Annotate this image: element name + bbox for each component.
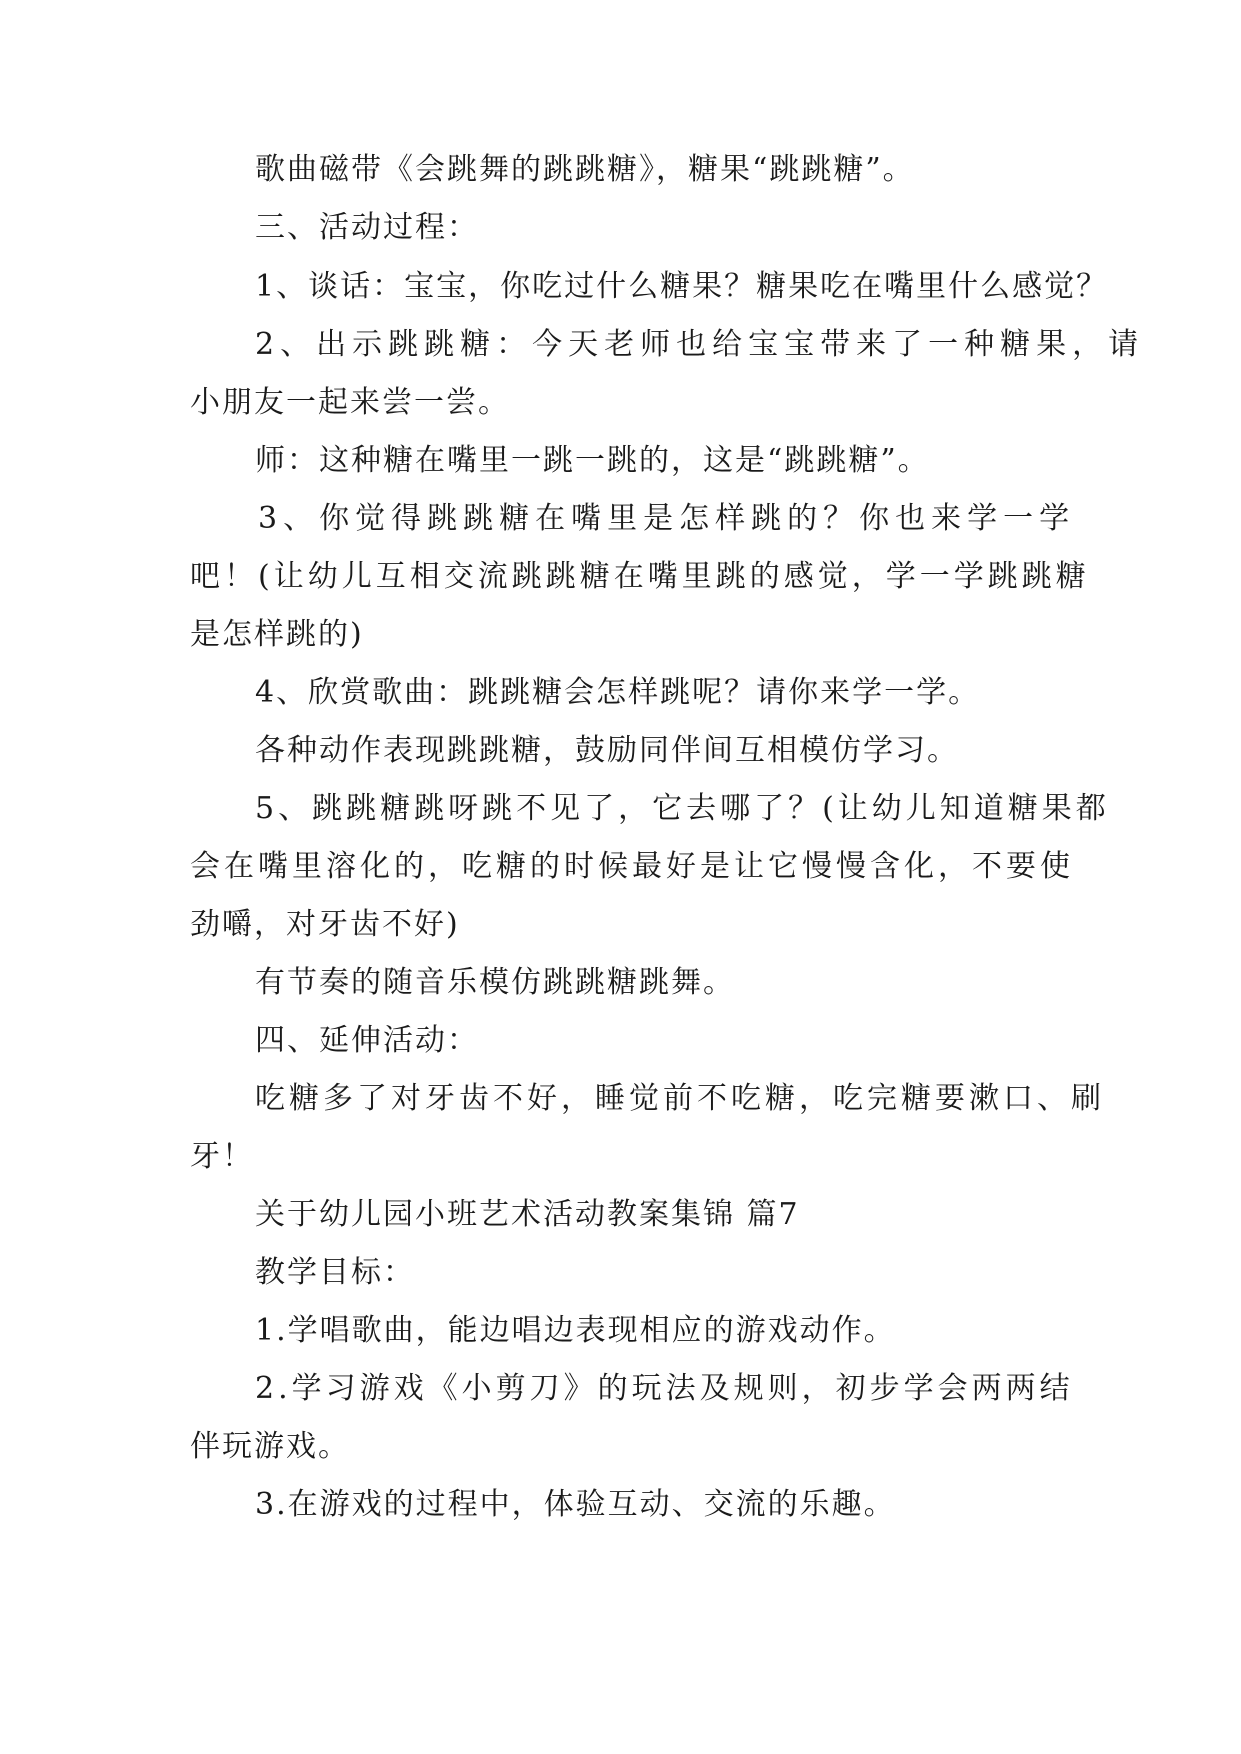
paragraph-step-2-line-2: 小朋友一起来尝一尝。 — [190, 385, 510, 420]
paragraph-step-1: 1、谈话：宝宝，你吃过什么糖果？糖果吃在嘴里什么感觉？ — [255, 269, 1109, 304]
goal-2-line-1: 2.学习游戏《小剪刀》的玩法及规则，初步学会两两结 — [255, 1371, 1074, 1406]
paragraph-extension-line-2: 牙！ — [190, 1139, 254, 1174]
paragraph-extension-line-1: 吃糖多了对牙齿不好，睡觉前不吃糖，吃完糖要漱口、刷 — [255, 1081, 1105, 1116]
paragraph-step-5-line-2: 会在嘴里溶化的，吃糖的时候最好是让它慢慢含化，不要使 — [190, 849, 1074, 884]
paragraph-rhythm-dance: 有节奏的随音乐模仿跳跳糖跳舞。 — [255, 965, 735, 1000]
paragraph-step-2-line-1: 2、出示跳跳糖：今天老师也给宝宝带来了一种糖果，请 — [255, 327, 1145, 362]
goal-3: 3.在游戏的过程中，体验互动、交流的乐趣。 — [255, 1487, 896, 1522]
section-heading-extension: 四、延伸活动： — [255, 1023, 479, 1058]
paragraph-teacher-remark: 师：这种糖在嘴里一跳一跳的，这是“跳跳糖”。 — [255, 443, 930, 478]
paragraph-step-3-line-3: 是怎样跳的) — [190, 617, 364, 652]
paragraph-step-5-line-1: 5、跳跳糖跳呀跳不见了，它去哪了？(让幼儿知道糖果都 — [255, 791, 1110, 826]
paragraph-step-3-line-2: 吧！(让幼儿互相交流跳跳糖在嘴里跳的感觉，学一学跳跳糖 — [190, 559, 1090, 594]
article-title-part-7: 关于幼儿园小班艺术活动教案集锦 篇7 — [255, 1197, 800, 1232]
goal-1: 1.学唱歌曲，能边唱边表现相应的游戏动作。 — [255, 1313, 896, 1348]
paragraph-step-4: 4、欣赏歌曲：跳跳糖会怎样跳呢？请你来学一学。 — [255, 675, 981, 710]
paragraph-step-3-line-1: 3、你觉得跳跳糖在嘴里是怎样跳的？你也来学一学 — [258, 501, 1076, 536]
paragraph-step-5-line-3: 劲嚼，对牙齿不好) — [190, 907, 460, 942]
section-heading-activity-process: 三、活动过程： — [255, 210, 479, 245]
goal-2-line-2: 伴玩游戏。 — [190, 1429, 350, 1464]
paragraph-materials: 歌曲磁带《会跳舞的跳跳糖》，糖果“跳跳糖”。 — [255, 152, 915, 187]
paragraph-movements: 各种动作表现跳跳糖，鼓励同伴间互相模仿学习。 — [255, 733, 959, 768]
section-heading-teaching-goals: 教学目标： — [255, 1255, 415, 1290]
